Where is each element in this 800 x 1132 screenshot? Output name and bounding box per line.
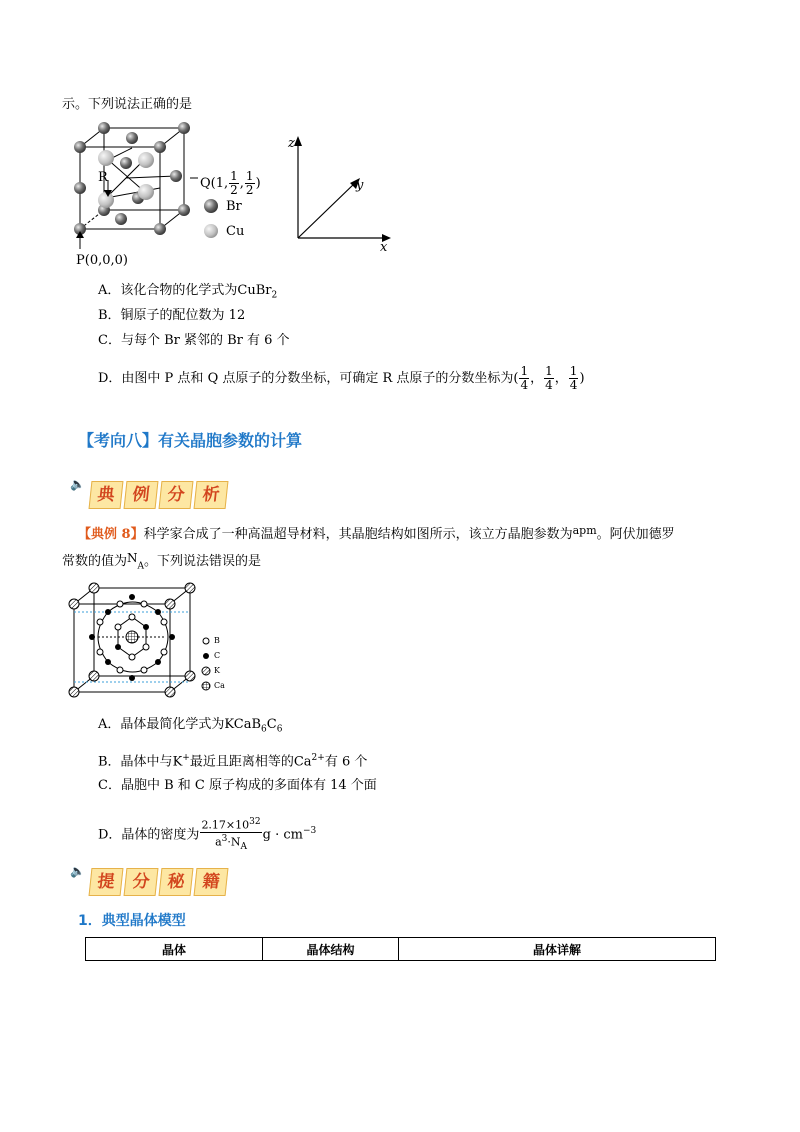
q2-option-d: D．晶体的密度为 $\frac{2.17\times 10^{32}}{a^3\cdot N_A}$ $g \cdot cm^{-3}$: [98, 817, 317, 852]
legend-cu-label: Cu: [226, 224, 245, 239]
br-atom: [178, 204, 190, 216]
br-atom: [120, 157, 132, 169]
crystal-cell-drawing: [66, 118, 296, 268]
badge-char: 例: [124, 481, 159, 509]
intro-text: 示。下列说法正确的是: [62, 97, 193, 112]
br-atom: [154, 223, 166, 235]
example-8-tag: 【典例 8】: [78, 527, 144, 542]
legend-b-swatch: [203, 638, 209, 644]
legend-ca-label: Ca: [214, 681, 225, 690]
superconductor-cell-drawing: [68, 582, 238, 700]
q2-option-b: B．晶体中与K+最近且距离相等的$Ca^{2+}$有 6 个: [98, 753, 368, 770]
table-header-cell: 晶体: [86, 938, 263, 961]
legend-c-swatch: [203, 653, 209, 659]
q2-option-a: A．晶体最简化学式为$KCaB_6C_6$: [98, 717, 283, 735]
label-p: P(0,0,0): [76, 253, 128, 268]
cu-atom: [138, 184, 154, 200]
legend-k-label: K: [214, 666, 220, 675]
legend-b-label: B: [214, 636, 220, 645]
cu-atom: [98, 192, 114, 208]
q1-option-a: A．该化合物的化学式为CuBr$_2$: [98, 283, 278, 301]
coordinate-axes: [288, 130, 398, 255]
axes-drawing: [288, 130, 398, 255]
section-8-title: 【考向八】有关晶胞参数的计算: [78, 431, 303, 450]
br-atom: [115, 213, 127, 225]
q1-option-c: C．与每个 Br 紧邻的 Br 有 6 个: [98, 333, 290, 348]
cu-atom: [138, 152, 154, 168]
example-8-line1: 【典例 8】科学家合成了一种高温超导材料，其晶胞结构如图所示，该立方晶胞参数为$^{apm}$。阿伏加德罗: [78, 524, 675, 542]
axis-z-label: z: [288, 136, 295, 151]
badge-char: 秘: [159, 868, 194, 896]
br-atom: [98, 122, 110, 134]
table-header-cell: 晶体详解: [399, 938, 716, 961]
badge-char: 析: [194, 481, 229, 509]
legend-br-swatch: [204, 199, 218, 213]
badge-char: 典: [89, 481, 124, 509]
br-atom: [74, 182, 86, 194]
axis-y-label: y: [356, 178, 364, 193]
br-atom: [126, 132, 138, 144]
q1-option-b: B．铜原子的配位数为 12: [98, 308, 246, 323]
badge-char: 分: [124, 868, 159, 896]
example-8-line2: 常数的值为$N_A$。下列说法错误的是: [62, 551, 262, 572]
legend-cu-swatch: [204, 224, 218, 238]
cu-atom: [98, 150, 114, 166]
badge-char: 提: [89, 868, 124, 896]
legend-ca-swatch: [202, 682, 210, 690]
br-atom: [170, 170, 182, 182]
badge-char: 分: [159, 481, 194, 509]
q1-option-d: D．由图中 P 点和 Q 点原子的分数坐标，可确定 R 点原子的分数坐标为( $\frac{1}{4}$ ， $\frac{1}{4}$ ， $\frac{1}{4}$ ): [98, 364, 585, 392]
label-r: R: [98, 170, 108, 185]
legend-c-label: C: [214, 651, 221, 660]
legend-br-label: Br: [226, 199, 242, 214]
legend-k-swatch: [202, 667, 210, 675]
br-atom: [178, 122, 190, 134]
table-header-row: [86, 938, 716, 961]
br-atom: [74, 141, 86, 153]
speaker-icon: 🔈: [70, 477, 85, 491]
subsection-1-title: 1．典型晶体模型: [78, 913, 186, 929]
label-q: Q(1, $\frac{1}{2}$ , $\frac{1}{2}$ ): [200, 169, 261, 197]
crystal-figure-1: [66, 118, 296, 268]
badge-char: 籍: [194, 868, 229, 896]
speaker-icon: 🔈: [70, 864, 85, 878]
crystal-figure-2: [68, 582, 238, 700]
table-header-cell: 晶体结构: [263, 938, 399, 961]
br-atoms: [74, 122, 190, 235]
br-atom: [154, 141, 166, 153]
crystal-model-table: [85, 937, 716, 961]
axis-x-label: x: [380, 240, 388, 255]
q2-option-c: C．晶胞中 B 和 C 原子构成的多面体有 14 个面: [98, 778, 377, 793]
